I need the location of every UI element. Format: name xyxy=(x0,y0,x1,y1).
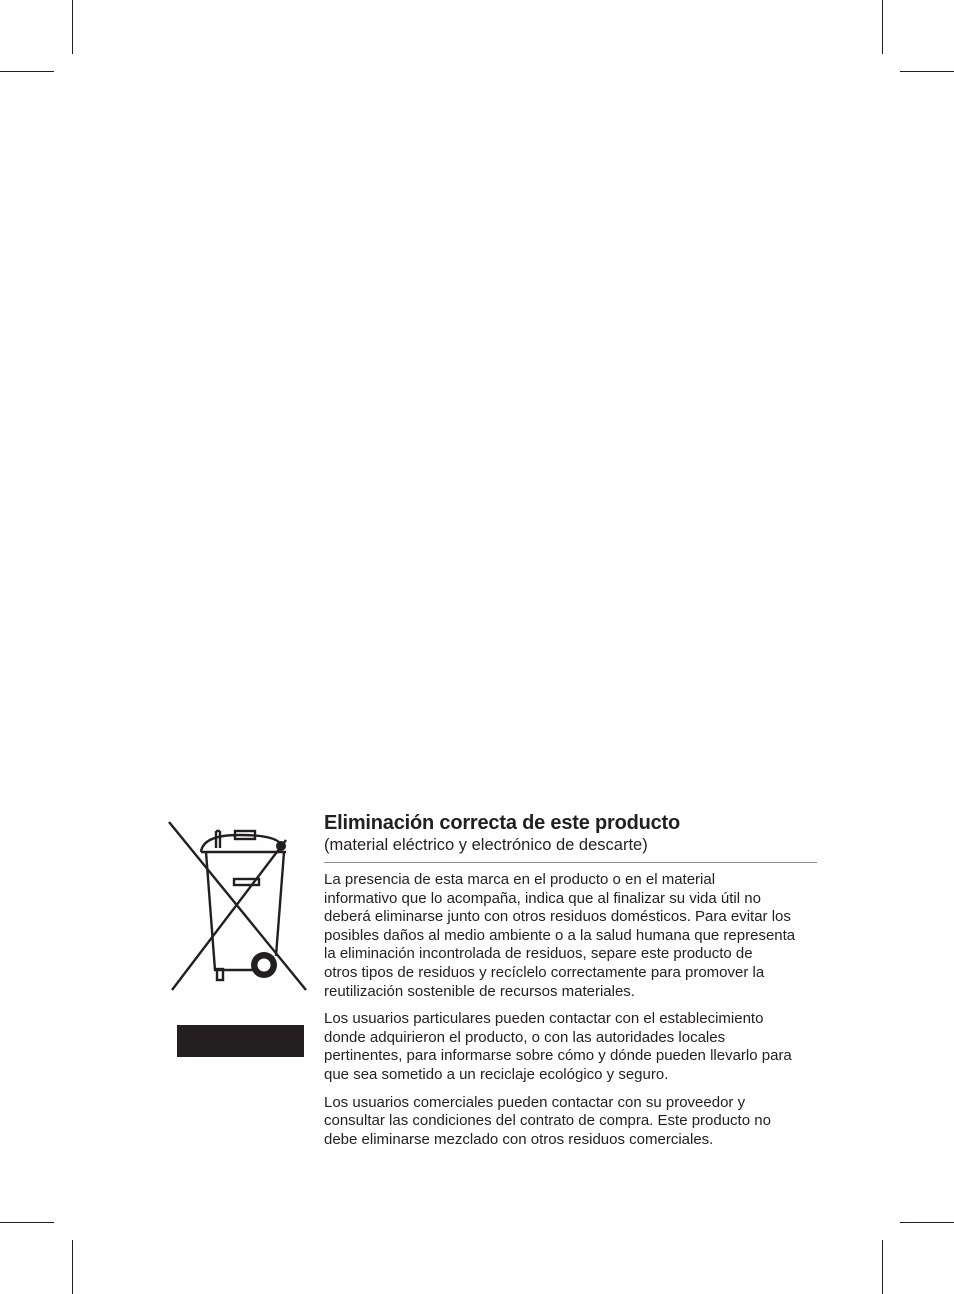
crop-mark-bottom-left-vertical xyxy=(72,1240,73,1294)
crop-mark-top-right-horizontal xyxy=(900,71,954,72)
crop-mark-bottom-right-vertical xyxy=(882,1240,883,1294)
paragraph-business-users: Los usuarios comerciales pueden contactar con su proveedor y consultar las condiciones del contrato de compra. Este producto no debe eliminarse mezclado con otros residuos comerciales. xyxy=(324,1093,771,1148)
crop-mark-bottom-left-horizontal xyxy=(0,1222,54,1223)
paragraph-mark-meaning: La presencia de esta marca en el producto o en el material informativo que lo acompaña, indica que al finalizar su vida útil no deberá eliminarse junto con otros residuos domésticos. Para evitar los posibles daños al medio ambiente o a la salud humana que representa la eliminación incontrolada de residuos, separe este producto de otros tipos de residuos y recíclelo correctamente para promover la reutilización sostenible de recursos materiales. xyxy=(324,871,796,1000)
crop-mark-top-left-horizontal xyxy=(0,71,54,72)
crossed-out-wheelie-bin-icon xyxy=(168,820,308,992)
crop-mark-top-right-vertical xyxy=(882,0,883,54)
divider xyxy=(324,862,817,863)
crop-mark-top-left-vertical xyxy=(72,0,73,54)
notice-subtitle: (material eléctrico y electrónico de descarte) xyxy=(324,836,648,854)
solid-black-bar xyxy=(177,1025,304,1057)
paragraph-private-users: Los usuarios particulares pueden contactar con el establecimiento donde adquirieron el producto, o con las autoridades locales pertinentes, para informarse sobre cómo y dónde pueden llevarlo para que sea sometido a un reciclaje ecológico y seguro. xyxy=(324,1010,792,1083)
notice-title: Eliminación correcta de este producto xyxy=(324,812,681,834)
crop-mark-bottom-right-horizontal xyxy=(900,1222,954,1223)
disposal-notice xyxy=(324,811,817,1158)
